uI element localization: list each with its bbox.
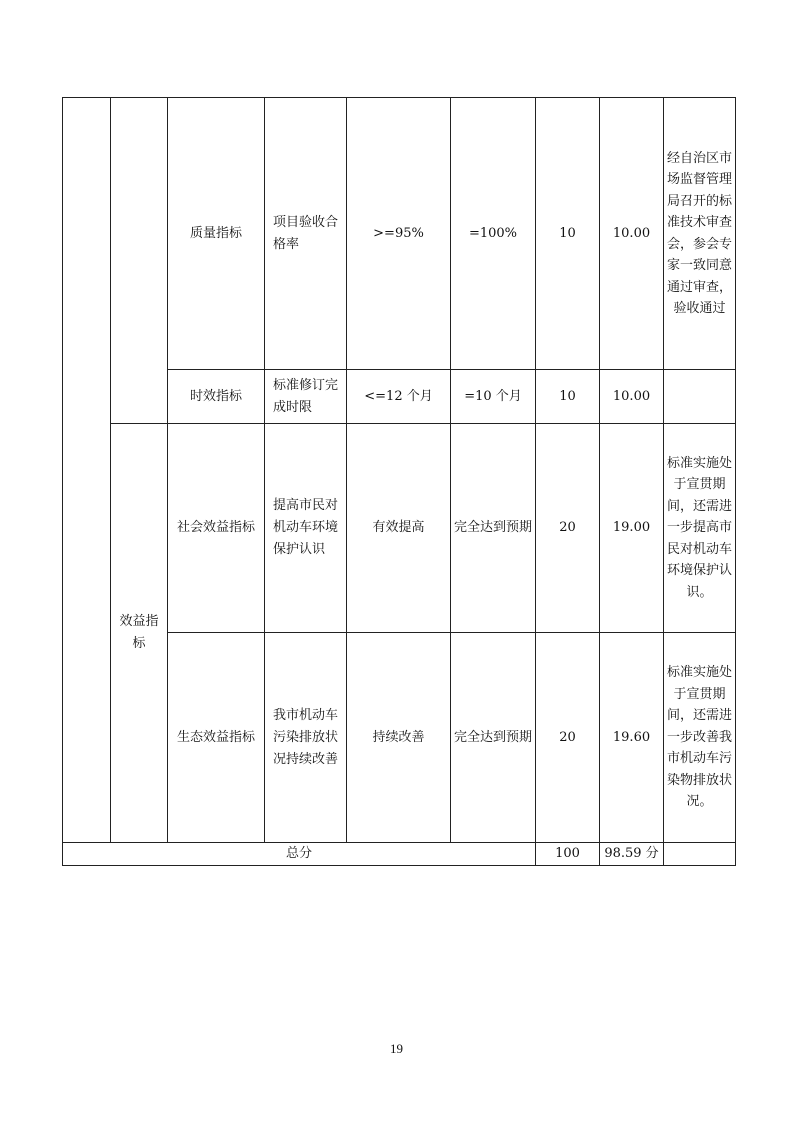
actual-cell: 完全达到预期 [451, 633, 536, 843]
target-cell: 有效提高 [347, 424, 451, 633]
total-weight: 100 [536, 843, 600, 866]
target-cell: <=12 个月 [347, 370, 451, 424]
page-number: 19 [390, 1041, 403, 1056]
indicator-cell: 生态效益指标 [168, 633, 265, 843]
target-cell: 持续改善 [347, 633, 451, 843]
table-row-total [63, 843, 736, 866]
weight-cell: 10 [536, 370, 600, 424]
score-cell: 10.00 [600, 370, 664, 424]
indicator-cell: 社会效益指标 [168, 424, 265, 633]
score-cell: 10.00 [600, 98, 664, 370]
actual-cell: =10 个月 [451, 370, 536, 424]
table-row-social [63, 424, 736, 633]
total-note-cell [664, 843, 736, 866]
note-cell [664, 370, 736, 424]
weight-cell: 20 [536, 633, 600, 843]
weight-cell: 20 [536, 424, 600, 633]
first-level-cell [63, 98, 111, 843]
actual-cell: 完全达到预期 [451, 424, 536, 633]
benefit-category-cell: 效益指标 [111, 424, 168, 843]
note-cell: 标准实施处于宣贯期间，还需进一步提高市民对机动车环境保护认识。 [664, 424, 736, 633]
indicator-cell: 时效指标 [168, 370, 265, 424]
table-row-quality [63, 98, 736, 370]
total-score: 98.59 分 [600, 843, 664, 866]
item-cell: 标准修订完成时限 [265, 370, 347, 424]
note-cell: 经自治区市场监督管理局召开的标准技术审查会，参会专家一致同意通过审查，验收通过 [664, 98, 736, 370]
indicator-cell: 质量指标 [168, 98, 265, 370]
score-cell: 19.60 [600, 633, 664, 843]
actual-cell: =100% [451, 98, 536, 370]
second-level-cell [111, 98, 168, 424]
target-cell: >=95% [347, 98, 451, 370]
item-cell: 提高市民对机动车环境保护认识 [265, 424, 347, 633]
performance-table [62, 97, 736, 866]
total-label: 总分 [63, 843, 536, 866]
note-cell: 标准实施处于宣贯期间，还需进一步改善我市机动车污染物排放状况。 [664, 633, 736, 843]
item-cell: 我市机动车污染排放状况持续改善 [265, 633, 347, 843]
item-cell: 项目验收合格率 [265, 98, 347, 370]
score-cell: 19.00 [600, 424, 664, 633]
weight-cell: 10 [536, 98, 600, 370]
